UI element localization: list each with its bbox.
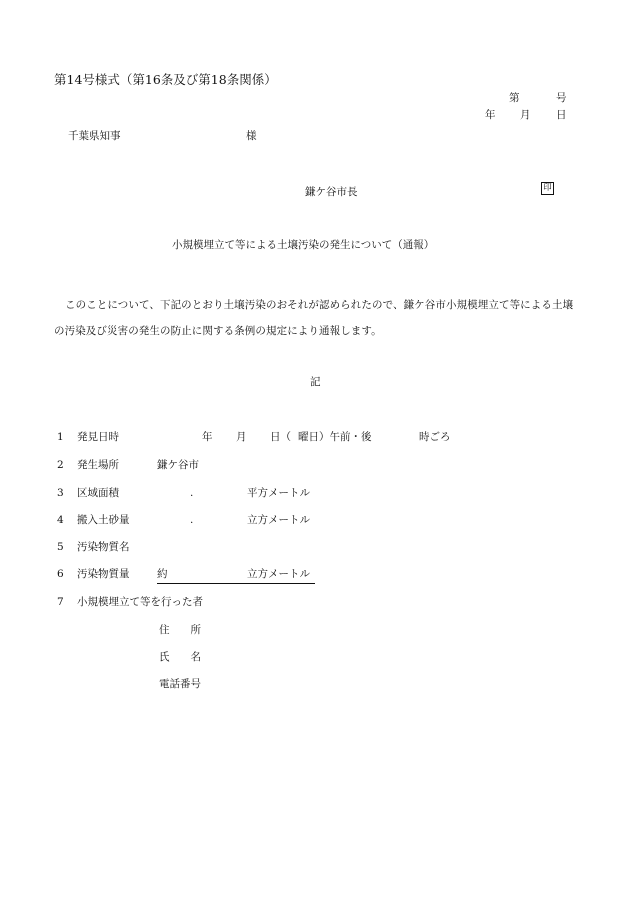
item-pollutant-name — [54, 541, 594, 557]
date-day: 日 — [556, 109, 567, 121]
item-location — [54, 459, 594, 475]
item-discovery-datetime — [54, 431, 594, 447]
body-paragraph: このことについて、下記のとおり土壌汚染のおそれが認められたので、鎌ケ谷市小規模埋立て等による土壌の汚染及び災害の発生の防止に関する条例の規定により通報します。 — [54, 299, 574, 337]
unit-label: 立方メートル — [247, 568, 310, 580]
operator-address-label: 住 所 — [159, 624, 201, 636]
item-number: 5 — [57, 541, 64, 553]
addressee: 千葉県知事 — [68, 130, 121, 142]
item-label: 汚染物質名 — [77, 541, 130, 553]
approx-prefix: 約 — [157, 568, 168, 580]
weekday-ampm-label: 曜日）午前・後 — [298, 431, 372, 443]
unit-label: 平方メートル — [247, 487, 310, 499]
day-label: 日（ — [270, 431, 291, 443]
item-label: 発生場所 — [77, 459, 119, 471]
item-pollutant-amount — [54, 568, 594, 584]
seal-mark: 印 — [541, 182, 554, 195]
location-value: 鎌ケ谷市 — [157, 459, 199, 471]
date-year: 年 — [485, 109, 496, 121]
item-label: 小規模埋立て等を行った者 — [77, 596, 203, 608]
item-label: 区域面積 — [77, 487, 119, 499]
month-label: 月 — [236, 431, 247, 443]
item-label: 搬入土砂量 — [77, 514, 130, 526]
unit-label: 立方メートル — [247, 514, 310, 526]
number-go: 号 — [556, 92, 567, 104]
item-number: 1 — [57, 431, 64, 443]
item-label: 発見日時 — [77, 431, 119, 443]
item-label: 汚染物質量 — [77, 568, 130, 580]
form-title: 第14号様式（第16条及び第18条関係） — [54, 72, 277, 87]
operator-name-label: 氏 名 — [159, 651, 201, 663]
decimal-point: . — [190, 487, 194, 499]
item-number: 4 — [57, 514, 64, 526]
sender: 鎌ケ谷市長 — [305, 186, 358, 198]
item-area — [54, 487, 594, 503]
honorific: 様 — [246, 130, 257, 142]
year-label: 年 — [202, 431, 213, 443]
date-month: 月 — [520, 109, 531, 121]
item-soil-volume — [54, 514, 594, 530]
decimal-point: . — [190, 514, 194, 526]
time-label: 時ごろ — [419, 431, 451, 443]
item-number: 6 — [57, 568, 64, 580]
item-operator — [54, 596, 594, 612]
ki-heading: 記 — [310, 376, 321, 388]
amount-underline — [157, 583, 315, 584]
document-title: 小規模埋立て等による土壌汚染の発生について（通報） — [172, 239, 435, 251]
number-dai: 第 — [509, 92, 520, 104]
item-number: 3 — [57, 487, 64, 499]
item-number: 2 — [57, 459, 64, 471]
item-number: 7 — [57, 596, 64, 608]
operator-phone-label: 電話番号 — [159, 678, 201, 690]
